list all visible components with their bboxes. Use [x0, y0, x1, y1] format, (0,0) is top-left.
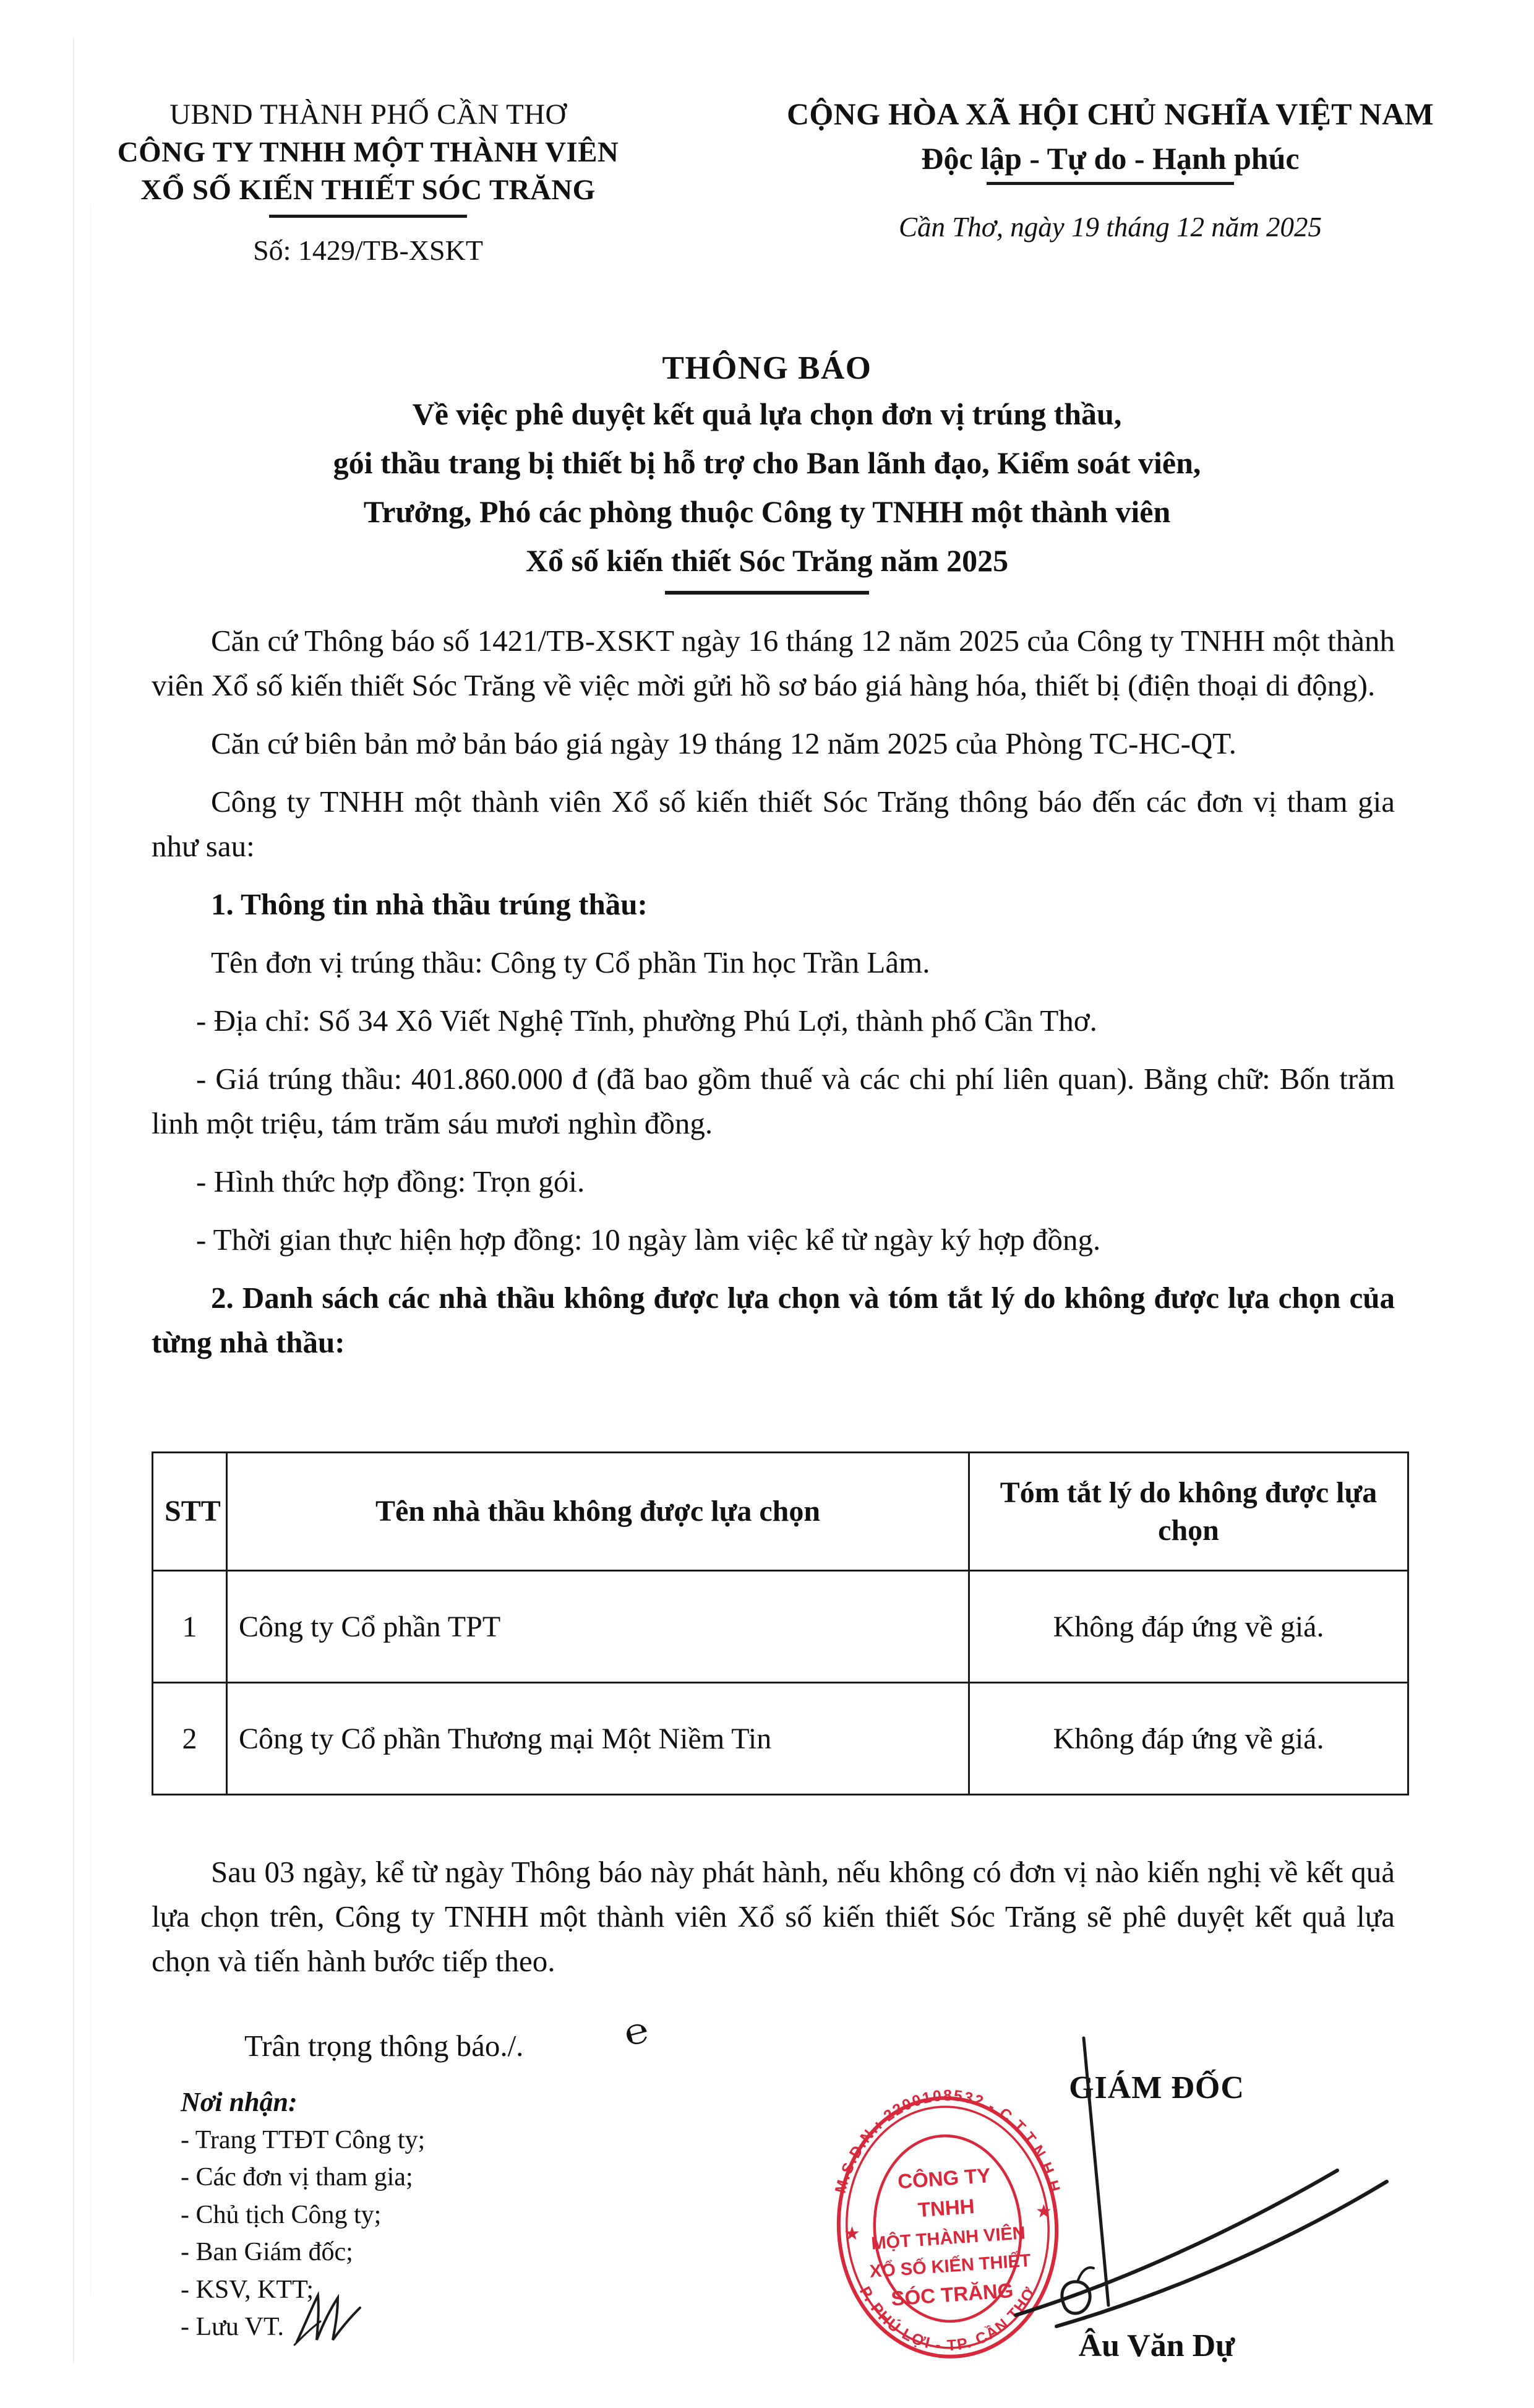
contract-form: - Hình thức hợp đồng: Trọn gói. — [196, 1164, 585, 1199]
page-title: THÔNG BÁO — [662, 350, 872, 386]
regards-line — [152, 2009, 832, 2065]
section-2-heading: 2. Danh sách các nhà thầu không được lựa chọn và tóm tắt lý do không được lựa chọn của từng nhà thầu: — [152, 1281, 1395, 1360]
cell-stt: 1 — [153, 1571, 227, 1683]
title-subtitle-line-1: Về việc phê duyệt kết quả lựa chọn đơn vị trúng thầu, — [412, 397, 1122, 431]
recipients-title: Nơi nhận: — [181, 2087, 298, 2117]
paragraph-closing: Sau 03 ngày, kể từ ngày Thông báo này phát hành, nếu không có đơn vị nào kiến nghị về kết quả lựa chọn trên, Công ty TNHH một thành viên Xổ số kiến thiết Sóc Trăng sẽ phê duyệt kết quả lựa chọn và tiến hành bước tiếp theo. — [152, 1855, 1395, 1979]
national-motto: Độc lập - Tự do - Hạnh phúc — [921, 141, 1300, 176]
seal-inner-text — [863, 2161, 1034, 2311]
place-and-date: Cần Thơ, ngày 19 tháng 12 năm 2025 — [898, 212, 1322, 243]
authority-line-company: CÔNG TY TNHH MỘT THÀNH VIÊN — [117, 136, 619, 169]
svg-text:SÓC TRĂNG: SÓC TRĂNG — [890, 2278, 1014, 2310]
title-subtitle-line-4: Xổ số kiến thiết Sóc Trăng năm 2025 — [525, 543, 1009, 578]
recipient-item: - Chủ tịch Công ty; — [181, 2200, 382, 2229]
table-header-row — [153, 1453, 1408, 1571]
signer-role: GIÁM ĐỐC — [1069, 2070, 1245, 2105]
svg-text:MỘT THÀNH VIÊN: MỘT THÀNH VIÊN — [870, 2223, 1026, 2254]
national-header-block — [699, 96, 1522, 243]
column-header-stt: STT — [153, 1453, 227, 1571]
recipient-item: - Các đơn vị tham gia; — [181, 2163, 413, 2192]
issuing-authority-block — [0, 96, 699, 267]
paragraph-basis-2: Căn cứ biên bản mở bản báo giá ngày 19 tháng 12 năm 2025 của Phòng TC-HC-QT. — [211, 726, 1236, 761]
seal-star-right: ★ — [1035, 2201, 1052, 2222]
cell-bidder-name: Công ty Cổ phần TPT — [227, 1571, 969, 1683]
seal-star-left: ★ — [844, 2224, 860, 2244]
cell-stt: 2 — [153, 1683, 227, 1795]
authority-line-ubnd: UBND THÀNH PHỐ CẦN THƠ — [169, 98, 567, 131]
svg-text:TNHH: TNHH — [917, 2194, 975, 2222]
signer-name: Âu Văn Dự — [1078, 2328, 1235, 2363]
contract-duration: - Thời gian thực hiện hợp đồng: 10 ngày làm việc kể từ ngày ký hợp đồng. — [196, 1223, 1101, 1257]
title-subtitle-line-3: Trưởng, Phó các phòng thuộc Công ty TNHH một thành viên — [363, 494, 1171, 529]
rejected-bidders-table — [152, 1451, 1409, 1795]
recipient-item: - Ban Giám đốc; — [181, 2238, 353, 2267]
authority-underline — [269, 215, 467, 218]
paragraph-intro: Công ty TNHH một thành viên Xổ số kiến thiết Sóc Trăng thông báo đến các đơn vị tham gia như sau: — [152, 785, 1395, 864]
cell-bidder-name: Công ty Cổ phần Thương mại Một Niềm Tin — [227, 1683, 969, 1795]
title-subtitle-line-2: gói thầu trang bị thiết bị hỗ trợ cho Ban lãnh đạo, Kiểm soát viên, — [333, 445, 1201, 480]
recipient-item: - Lưu VT. — [181, 2313, 285, 2342]
authority-line-lottery: XỔ SỐ KIẾN THIẾT SÓC TRĂNG — [140, 174, 596, 207]
table-row — [153, 1683, 1408, 1795]
cell-reason: Không đáp ứng về giá. — [969, 1683, 1408, 1795]
motto-underline — [987, 182, 1234, 185]
winner-address: - Địa chỉ: Số 34 Xô Viết Nghệ Tĩnh, phường Phú Lợi, thành phố Cần Thơ. — [196, 1004, 1097, 1038]
recipient-item: - Trang TTĐT Công ty; — [181, 2126, 426, 2154]
table-row — [153, 1571, 1408, 1683]
document-body — [152, 619, 1395, 1378]
national-title: CỘNG HÒA XÃ HỘI CHỦ NGHĨA VIỆT NAM — [787, 97, 1434, 131]
winner-name: Tên đơn vị trúng thầu: Công ty Cổ phần Tin học Trần Lâm. — [211, 945, 930, 980]
document-title-block — [0, 350, 1534, 595]
column-header-bidder-name: Tên nhà thầu không được lựa chọn — [227, 1453, 969, 1571]
column-header-reason: Tóm tắt lý do không được lựa chọn — [969, 1453, 1408, 1571]
regards-handwritten-mark: ℮ — [620, 2009, 653, 2054]
winner-price: - Giá trúng thầu: 401.860.000 đ (đã bao gồm thuế và các chi phí liên quan). Bằng chữ: Bốn trăm linh một triệu, tám trăm sáu mươi nghìn đồng. — [152, 1062, 1395, 1141]
recipient-item: - KSV, KTT; — [181, 2275, 314, 2304]
recipients-block — [181, 2086, 663, 2346]
closing-section — [152, 1850, 1395, 1997]
document-header — [0, 96, 1534, 267]
section-1-heading: 1. Thông tin nhà thầu trúng thầu: — [211, 887, 648, 922]
svg-text:XỔ SỐ KIẾN THIẾT: XỔ SỐ KIẾN THIẾT — [868, 2250, 1032, 2282]
regards-text: Trân trọng thông báo./. — [244, 2029, 524, 2063]
seal-ring-bottom-text: P. PHÚ LỢI - TP. CẦN THƠ — [855, 2283, 1040, 2355]
title-underline — [665, 591, 869, 595]
seal-graphic — [818, 2074, 1078, 2365]
seal-ring-top-text: M.S.D.N.: 2200108532 - C.T.T.N.H.H — [831, 2086, 1064, 2195]
document-number: Số: 1429/TB-XSKT — [253, 234, 483, 267]
svg-text:CÔNG TY: CÔNG TY — [897, 2163, 992, 2193]
paragraph-basis-1: Căn cứ Thông báo số 1421/TB-XSKT ngày 16 tháng 12 năm 2025 của Công ty TNHH một thành viên Xổ số kiến thiết Sóc Trăng về việc mời gửi hồ sơ báo giá hàng hóa, thiết bị (điện thoại di động). — [152, 624, 1395, 703]
rejected-bidders-table-wrapper — [152, 1451, 1407, 1795]
signature-block — [965, 2070, 1348, 2106]
company-seal-stamp — [818, 2074, 1078, 2365]
cell-reason: Không đáp ứng về giá. — [969, 1571, 1408, 1683]
